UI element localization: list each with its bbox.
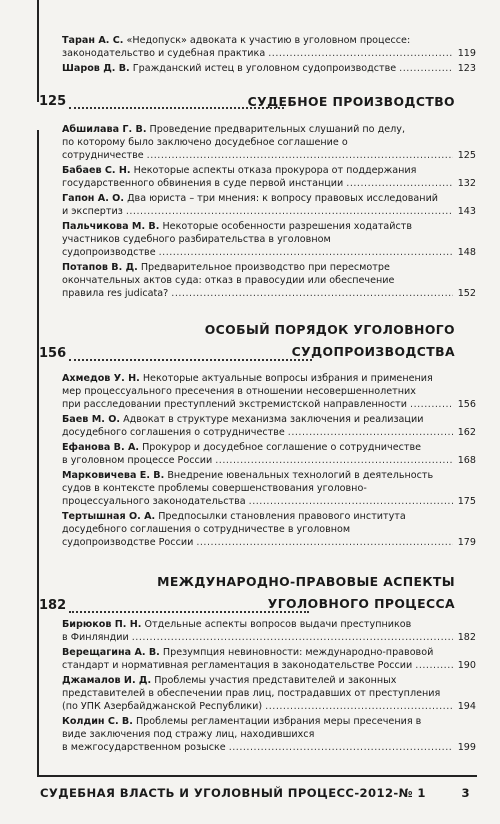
entry-title-line: представителей в обеспечении прав лиц, пострадавших от преступления [62, 688, 441, 699]
section-title: ОСОБЫЙ ПОРЯДОК УГОЛОВНОГО [204, 322, 455, 337]
entry-title-line: государственного обвинения в суде первой инстанции [62, 178, 344, 189]
entry-author: Верещагина А. В. [62, 647, 160, 658]
entry-author: Таран А. С. [62, 35, 124, 46]
entry-title-line: правила res judicata? [62, 288, 169, 299]
entry-page: 143 [457, 206, 476, 217]
toc-entry[interactable] [62, 510, 476, 549]
toc-entry[interactable] [62, 164, 476, 190]
entry-title-line: «Недопуск» адвоката к участию в уголовном процессе: [126, 35, 411, 46]
entry-title-line: Проблемы регламентации избрания меры пресечения в [135, 716, 422, 727]
entry-title-line: Проведение предварительных слушаний по делу, [149, 124, 405, 135]
toc-entry[interactable] [62, 674, 476, 713]
entry-author: Ефанова В. А. [62, 442, 140, 453]
entry-author: Марковичева Е. В. [62, 470, 165, 481]
entry-page: 190 [457, 660, 476, 671]
entry-page: 199 [457, 742, 476, 753]
entry-title-line: окончательных актов суда: отказ в правосудии или обеспечение [62, 275, 395, 286]
entry-page: 123 [457, 63, 476, 74]
entry-title-line: судов в контексте проблемы совершенствования уголовно- [62, 483, 367, 494]
entry-author: Ахмедов У. Н. [62, 373, 140, 384]
entry-page: 156 [457, 399, 476, 410]
section-number: 156 [39, 346, 67, 361]
bottom-rule [37, 775, 477, 777]
entry-title-line: Презумпция невиновности: международно-правовой [162, 647, 434, 658]
entry-author: Джамалов И. Д. [62, 675, 152, 686]
entry-title-line: Прокурор и досудебное соглашение о сотрудничестве [142, 442, 422, 453]
entry-page: 148 [457, 247, 476, 258]
toc-entry[interactable] [62, 413, 476, 439]
entry-title-line: в Финляндии [62, 632, 129, 643]
entry-author: Бирюков П. Н. [62, 619, 142, 630]
entry-title-line: стандарт и нормативная регламентация в законодательстве России [62, 660, 413, 671]
section-entries [62, 123, 476, 302]
entry-title-line: сотрудничестве [62, 150, 144, 161]
entry-title-line: Некоторые аспекты отказа прокурора от поддержания [133, 165, 417, 176]
entry-title-line: и экспертиз [62, 206, 123, 217]
toc-entry[interactable] [62, 469, 476, 508]
entry-page: 162 [457, 427, 476, 438]
entry-author: Пальчикова М. В. [62, 221, 160, 232]
section-leader [69, 355, 312, 361]
entry-title-line: судопроизводстве России [62, 537, 194, 548]
left-rule-bottom [37, 130, 39, 775]
entry-page: 175 [457, 496, 476, 507]
entry-title-line: досудебного соглашения о сотрудничестве [62, 427, 285, 438]
entry-author: Гапон А. О. [62, 193, 124, 204]
entry-title-line: законодательство и судебная практика [62, 48, 266, 59]
entry-title-line: Предпосылки становления правового института [158, 511, 406, 522]
section-title: СУДЕБНОЕ ПРОИЗВОДСТВО [247, 94, 455, 109]
entry-title-line: Предварительное производство при пересмотре [140, 262, 390, 273]
toc-entry[interactable] [62, 34, 476, 60]
toc-entry[interactable] [62, 618, 476, 644]
entry-page: 182 [457, 632, 476, 643]
entry-author: Бабаев С. Н. [62, 165, 131, 176]
entry-title-line: в межгосударственном розыске [62, 742, 226, 753]
toc-entry[interactable] [62, 441, 476, 467]
entry-page: 179 [457, 537, 476, 548]
entry-author: Потапов В. Д. [62, 262, 138, 273]
toc-entry[interactable] [62, 646, 476, 672]
entry-title-line: процессуального законодательства [62, 496, 246, 507]
entry-title-line: по которому было заключено досудебное соглашение о [62, 137, 348, 148]
entry-title-line: судопроизводстве [62, 247, 156, 258]
entry-title-line: досудебного соглашения о сотрудничестве в уголовном [62, 524, 351, 535]
entry-title-line: в уголовном процессе России [62, 455, 213, 466]
section-number: 125 [39, 94, 67, 109]
page-footer [40, 786, 470, 800]
toc-entry[interactable] [62, 261, 476, 300]
entry-title-line: виде заключения под стражу лиц, находившихся [62, 729, 315, 740]
toc-entry[interactable] [62, 62, 476, 75]
entry-title-line: Гражданский истец в уголовном судопроизводстве [132, 63, 397, 74]
toc-entry[interactable] [62, 715, 476, 754]
entry-title-line: Некоторые особенности разрешения ходатайств [162, 221, 413, 232]
toc-entry[interactable] [62, 192, 476, 218]
left-rule-top [37, 0, 39, 102]
entry-title-line: Внедрение ювенальных технологий в деятельность [167, 470, 434, 481]
page-number: 3 [461, 786, 470, 800]
entry-page: 119 [457, 48, 476, 59]
entry-title-line: Отдельные аспекты вопросов выдачи преступников [144, 619, 412, 630]
section-entries [62, 372, 476, 551]
section-title: МЕЖДУНАРОДНО-ПРАВОВЫЕ АСПЕКТЫ [157, 574, 455, 589]
section-title: СУДОПРОИЗВОДСТВА [291, 344, 455, 359]
entry-title-line: при расследовании преступлений экстремистской направленности [62, 399, 408, 410]
entry-title-line: мер процессуального пресечения в отношении несовершеннолетних [62, 386, 416, 397]
entry-page: 194 [457, 701, 476, 712]
entry-page: 132 [457, 178, 476, 189]
section-entries [62, 618, 476, 756]
entry-author: Баев М. О. [62, 414, 121, 425]
entry-author: Колдин С. В. [62, 716, 133, 727]
entry-title-line: участников судебного разбирательства в уголовном [62, 234, 331, 245]
top-entries [62, 34, 476, 77]
entry-author: Тертышная О. А. [62, 511, 156, 522]
entry-title-line: Проблемы участия представителей и законных [154, 675, 397, 686]
entry-page: 168 [457, 455, 476, 466]
entry-page: 125 [457, 150, 476, 161]
section-number: 182 [39, 598, 67, 613]
entry-author: Шаров Д. В. [62, 63, 130, 74]
entry-title-line: Два юриста – три мнения: к вопросу правовых исследований [127, 193, 439, 204]
toc-entry[interactable] [62, 372, 476, 411]
toc-entry[interactable] [62, 220, 476, 259]
entry-title-line: (по УПК Азербайджанской Республики) [62, 701, 263, 712]
journal-title: СУДЕБНАЯ ВЛАСТЬ И УГОЛОВНЫЙ ПРОЦЕСС-2012-№ 1 [40, 786, 426, 800]
section-title: УГОЛОВНОГО ПРОЦЕССА [267, 596, 455, 611]
entry-author: Абшилава Г. В. [62, 124, 147, 135]
entry-title-line: Некоторые актуальные вопросы избрания и применения [142, 373, 433, 384]
entry-title-line: Адвокат в структуре механизма заключения и реализации [123, 414, 424, 425]
entry-page: 152 [457, 288, 476, 299]
toc-entry[interactable] [62, 123, 476, 162]
